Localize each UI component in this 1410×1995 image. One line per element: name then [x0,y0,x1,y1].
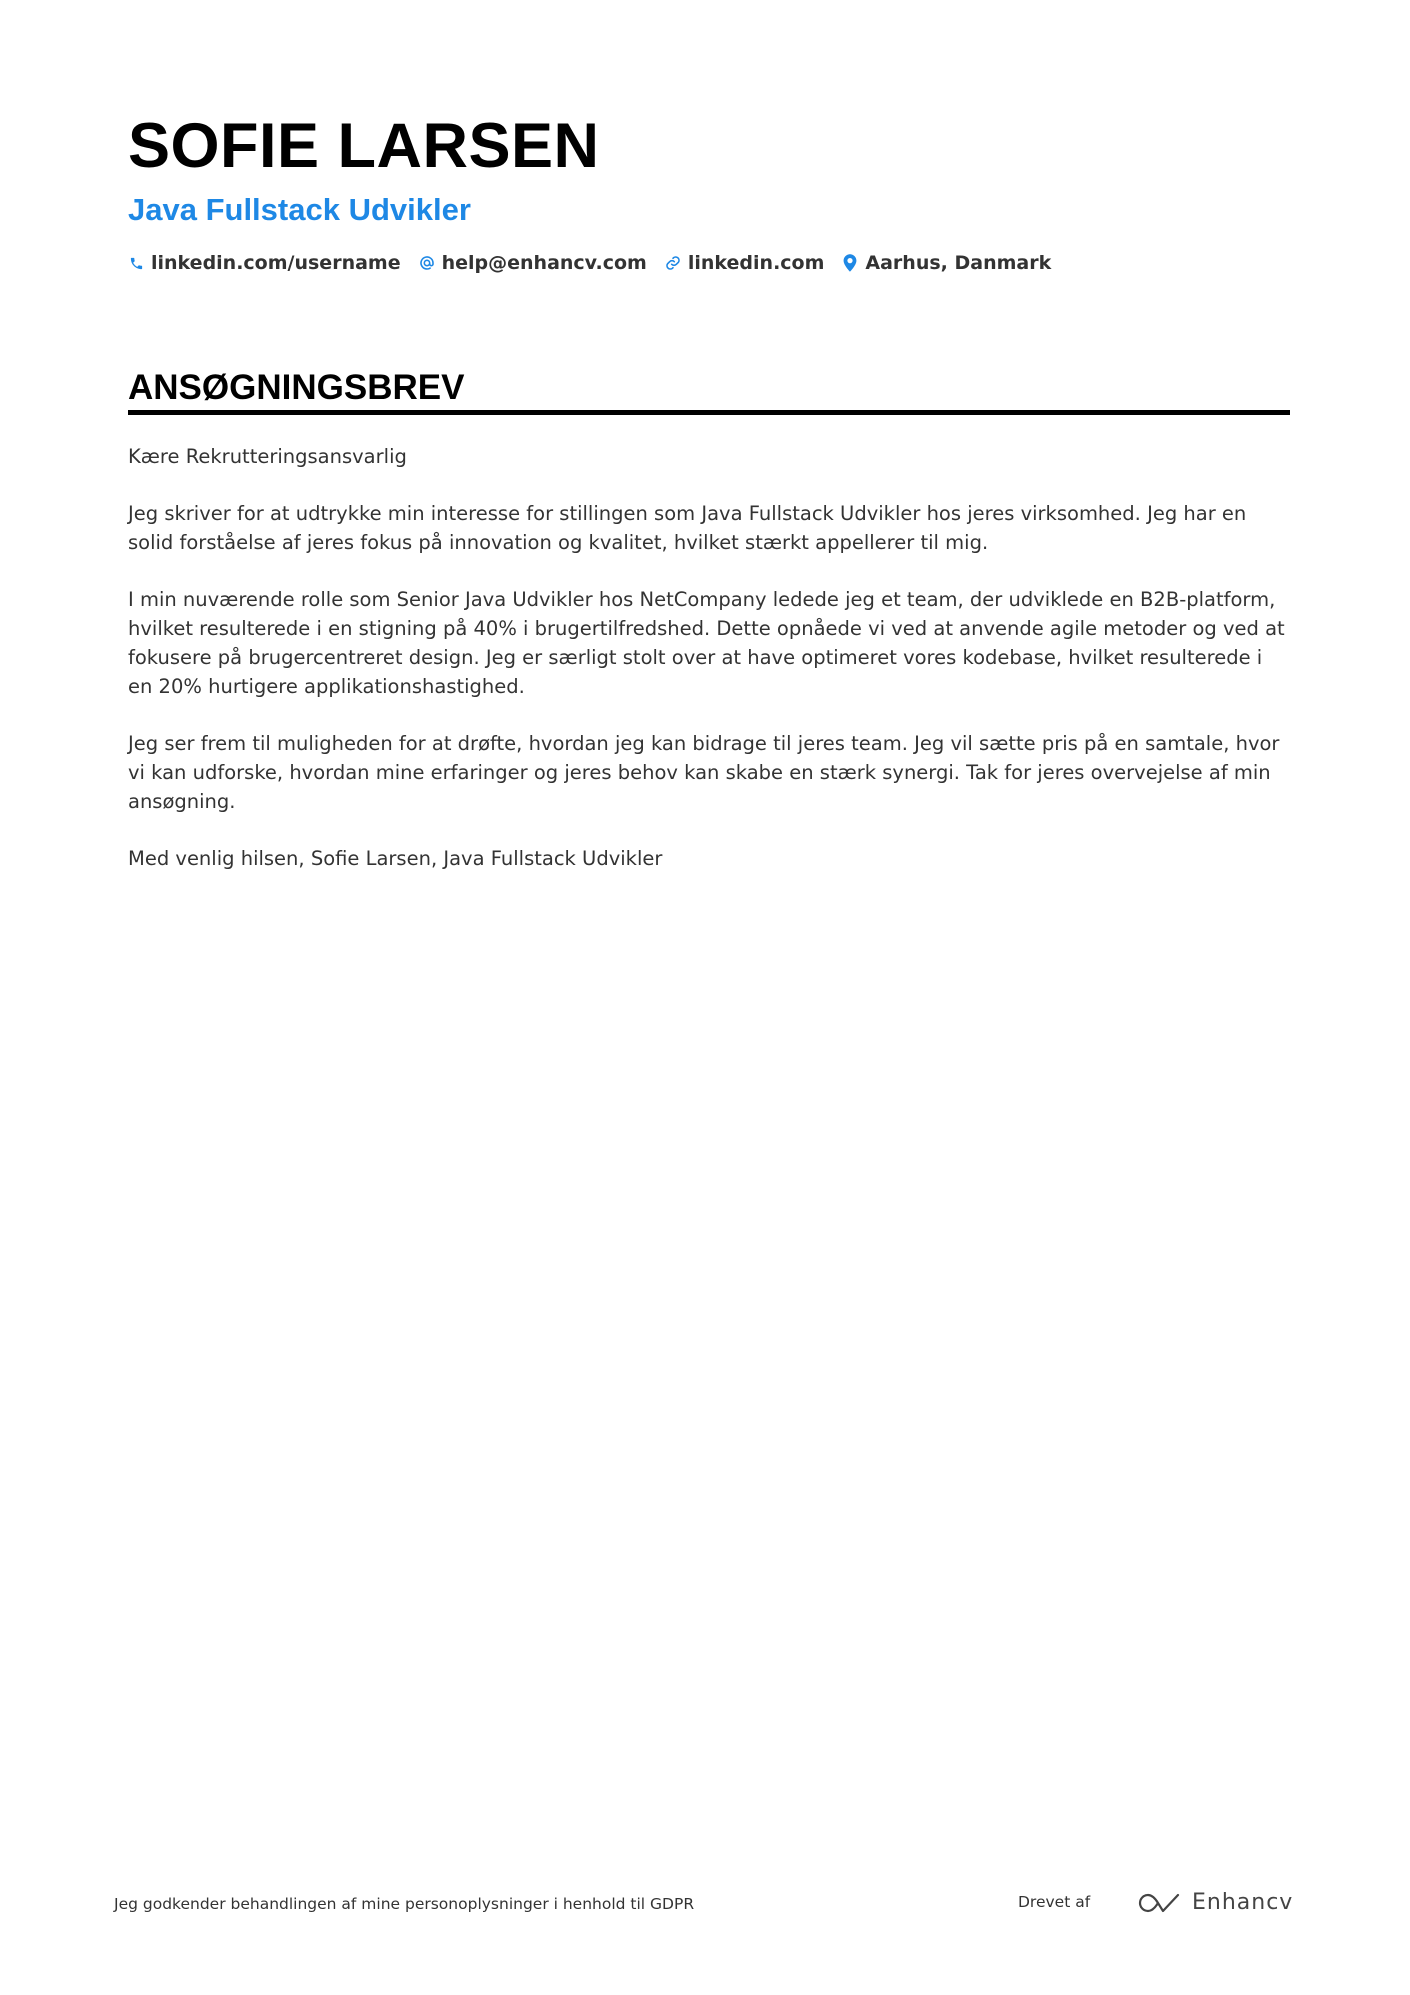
letter-paragraph-2: I min nuværende rolle som Senior Java Udvikler hos NetCompany ledede jeg et team, der udviklede en B2B-platform, hvilket resulterede i en stigning på 40% i brugertilfredshed. Dette opnåede vi ved at anvende agile metoder og ved at fokusere på brugercentreret design. Jeg er særligt stolt over at have optimeret vores kodebase, hvilket resulterede i en 20% hurtigere applikationshastighed. [128,588,1285,698]
contact-link-text: linkedin.com [687,252,825,274]
section-divider [128,410,1290,415]
link-icon [665,253,681,273]
letter-paragraph-3: Jeg ser frem til muligheden for at drøfte, hvordan jeg kan bidrage til jeres team. Jeg vil sætte pris på en samtale, hvor vi kan udforske, hvordan mine erfaringer og jeres behov kan skabe en stærk synergi. Tak for jeres overvejelse af min ansøgning. [128,732,1280,813]
gdpr-consent: Jeg godkender behandlingen af mine personoplysninger i henhold til GDPR [114,1895,695,1913]
contact-email-text: help@enhancv.com [441,252,647,274]
location-pin-icon [842,253,858,273]
contact-location-text: Aarhus, Danmark [865,252,1052,274]
contact-phone-text: linkedin.com/username [151,252,401,274]
applicant-name: SOFIE LARSEN [128,111,600,181]
enhancv-logo-text: Enhancv [1192,1890,1294,1915]
letter-greeting: Kære Rekrutteringsansvarlig [128,445,407,468]
contact-phone [128,252,401,274]
contact-location [842,252,1051,274]
contact-email [419,252,647,274]
letter-body [128,442,1290,901]
powered-by-label: Drevet af [1018,1893,1091,1911]
section-title: ANSØGNINGSBREV [128,368,465,407]
contact-link [665,252,825,274]
contact-bar [128,252,1069,274]
at-icon [419,253,435,273]
enhancv-logo-icon [1138,1891,1182,1915]
phone-icon [128,253,144,273]
letter-closing: Med venlig hilsen, Sofie Larsen, Java Fullstack Udvikler [128,847,663,870]
job-title: Java Fullstack Udvikler [128,192,471,227]
letter-paragraph-1: Jeg skriver for at udtrykke min interesse for stillingen som Java Fullstack Udvikler hos jeres virksomhed. Jeg har en solid forståelse af jeres fokus på innovation og kvalitet, hvilket stærkt appellerer til mig. [128,502,1247,554]
enhancv-logo[interactable] [1138,1890,1293,1915]
